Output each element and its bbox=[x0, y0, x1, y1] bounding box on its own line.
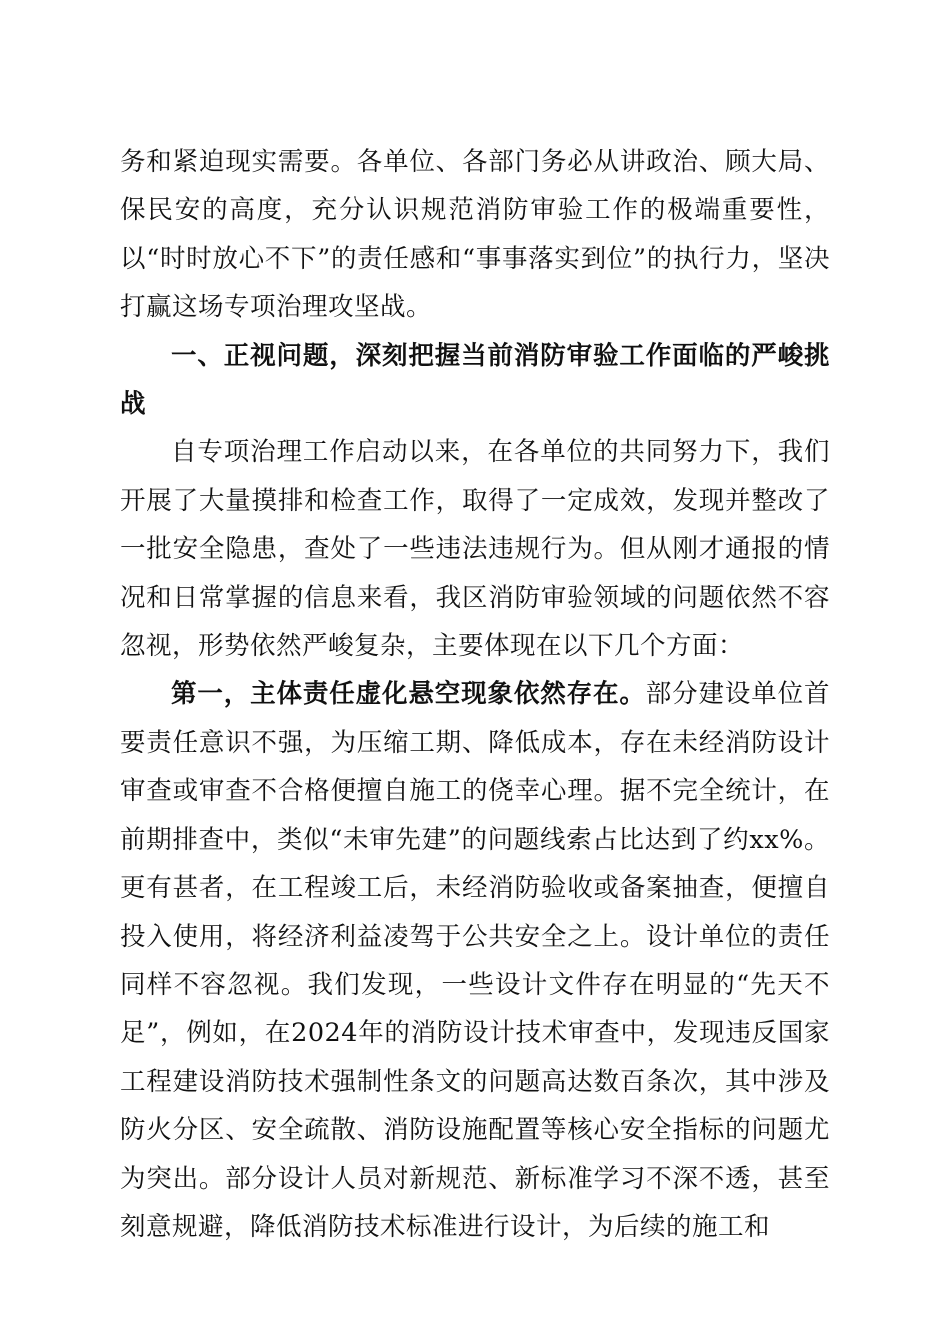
paragraph-intro: 自专项治理工作启动以来，在各单位的共同努力下，我们开展了大量摸排和检查工作，取得了一定成效，发现并整改了一批安全隐患，查处了一些违法违规行为。但从刚才通报的情况和日常掌握的信息来看，我区消防审验领域的问题依然不容忽视，形势依然严峻复杂，主要体现在以下几个方面： bbox=[120, 437, 830, 662]
paragraph-continuation: 务和紧迫现实需要。各单位、各部门务必从讲政治、顾大局、保民安的高度，充分认识规范消防审验工作的极端重要性，以“时时放心不下”的责任感和“事事落实到位”的执行力，坚决打赢这场专项治理攻坚战。 bbox=[120, 147, 830, 323]
paragraph-first-point bbox=[120, 670, 830, 1251]
paragraph-body-text: 部分建设单位首要责任意识不强，为压缩工期、降低成本，存在未经消防设计审查或审查不合格便擅自施工的侥幸心理。据不完全统计，在前期排查中，类似“未审先建”的问题线索占比达到了约xx%。更有甚者，在工程竣工后，未经消防验收或备案抽查，便擅自投入使用，将经济利益凌驾于公共安全之上。设计单位的责任同样不容忽视。我们发现，一些设计文件存在明显的“先天不足”，例如，在2024年的消防设计技术审查中，发现违反国家工程建设消防技术强制性条文的问题高达数百条次，其中涉及防火分区、安全疏散、消防设施配置等核心安全指标的问题尤为突出。部分设计人员对新规范、新标准学习不深不透，甚至刻意规避，降低消防技术标准进行设计，为后续的施工和 bbox=[120, 679, 830, 1242]
document-body bbox=[120, 138, 830, 1251]
section-heading: 一、正视问题，深刻把握当前消防审验工作面临的严峻挑战 bbox=[120, 340, 830, 420]
paragraph-lead-sentence: 第一，主体责任虚化悬空现象依然存在。 bbox=[171, 679, 646, 710]
